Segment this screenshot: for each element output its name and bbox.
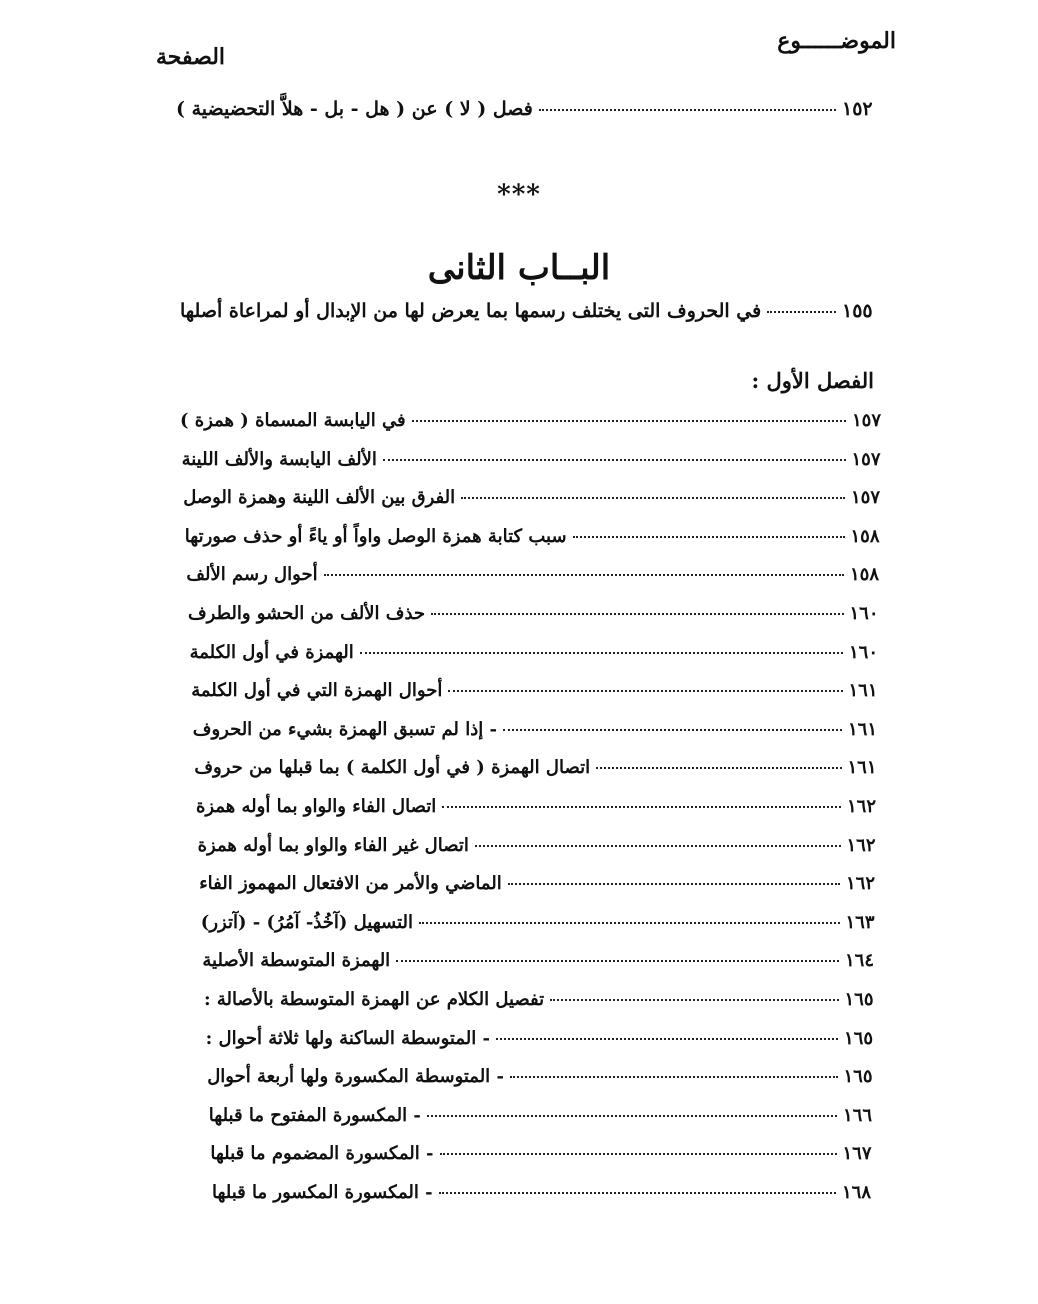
- leader-dots: [396, 960, 839, 962]
- toc-entry-page: ١٦٠: [849, 603, 879, 624]
- leader-dots: [510, 1076, 838, 1078]
- toc-entry: [194, 757, 907, 778]
- topic-column-header: الموضــــــوع: [777, 28, 896, 54]
- leader-dots: [573, 536, 845, 538]
- toc-entry-label: سبب كتابة همزة الوصل واواً أو ياءً أو حذف صورتها: [184, 525, 567, 547]
- toc-entry-label: حذف الألف من الحشو والطرف: [188, 603, 426, 624]
- toc-entry-page: ١٥٨: [850, 564, 880, 586]
- toc-entry: [207, 1066, 903, 1087]
- toc-entry: [198, 835, 907, 856]
- leader-dots: [539, 109, 836, 111]
- part-page: ١٥٥: [842, 300, 873, 322]
- leader-dots: [550, 999, 838, 1001]
- leader-dots: [383, 459, 846, 461]
- leader-dots: [475, 845, 841, 847]
- toc-entry-label: اتصال غير الفاء والواو بما أوله همزة: [197, 834, 469, 856]
- leader-dots: [360, 652, 843, 654]
- toc-entry-page: ١٦٢: [846, 873, 876, 895]
- toc-entry-label: الماضي والأمر من الافتعال المهموز الفاء: [199, 873, 502, 895]
- part-subtitle-entry: [180, 300, 902, 322]
- toc-entry-page: ١٦٨: [842, 1182, 872, 1203]
- toc-entry-label: - المكسورة المفتوح ما قبلها: [208, 1104, 421, 1126]
- toc-entry-page: ١٦٢: [847, 796, 877, 817]
- leader-dots: [461, 497, 845, 499]
- toc-entry: [193, 719, 908, 740]
- toc-entry-label: الهمزة المتوسطة الأصلية: [202, 950, 391, 972]
- leader-dots: [508, 883, 840, 885]
- toc-entry: [202, 950, 905, 971]
- toc-entry-label: في اليابسة المسماة ( همزة ): [180, 410, 406, 431]
- toc-entry-page: ١٦٠: [849, 641, 879, 663]
- toc-entry: [209, 1105, 903, 1126]
- toc-entry: [204, 989, 905, 1010]
- toc-entry-label: فصل ( لا ) عن ( هل - بل - هلاَّ التحضيضية ): [176, 98, 533, 120]
- toc-entry: [191, 680, 908, 701]
- toc-entry: [186, 564, 910, 585]
- toc-entry-label: اتصال الهمزة ( في أول الكلمة ) بما قبلها من حروف: [194, 757, 591, 779]
- toc-entry: [182, 449, 912, 470]
- leader-dots: [412, 420, 846, 422]
- toc-entry-label: - المتوسطة المكسورة ولها أربعة أحوال: [207, 1066, 504, 1088]
- toc-entry: [206, 1028, 904, 1049]
- toc-entry: [183, 487, 911, 508]
- toc-entry: [196, 796, 907, 817]
- toc-entry-page: ١٦١: [847, 757, 877, 779]
- toc-entry-page: ١٥٧: [852, 410, 882, 431]
- toc-entry-label: الفرق بين الألف اللينة وهمزة الوصل: [183, 487, 456, 509]
- toc-entry-page: ١٥٧: [851, 487, 881, 509]
- toc-entry-page: ١٥٢: [842, 98, 873, 120]
- toc-entry-label: الهمزة في أول الكلمة: [189, 641, 354, 663]
- leader-dots: [442, 806, 841, 808]
- toc-entry: [199, 873, 906, 894]
- toc-entry-label: أحوال رسم الألف: [186, 564, 318, 586]
- toc-entry-page: ١٦٣: [845, 911, 875, 933]
- toc-entry-page: ١٦٥: [844, 989, 874, 1010]
- toc-entry-label: - إذا لم تسبق الهمزة بشيء من الحروف: [192, 718, 497, 740]
- leader-dots: [440, 1153, 837, 1155]
- section-separator: ***: [497, 180, 541, 210]
- leader-dots: [431, 613, 843, 615]
- toc-entry-page: ١٥٧: [851, 448, 881, 470]
- toc-entry-page: ١٦١: [848, 680, 878, 702]
- toc-entry-label: - المكسورة المكسور ما قبلها: [212, 1182, 433, 1203]
- toc-entry: [190, 642, 909, 663]
- toc-entry-page: ١٦١: [848, 718, 878, 740]
- leader-dots: [596, 767, 841, 769]
- chapter-heading: الفصل الأول :: [751, 368, 874, 393]
- toc-entry: [180, 410, 912, 431]
- toc-entry-page: ١٥٨: [850, 525, 880, 547]
- leader-dots: [496, 1038, 838, 1040]
- toc-entry-label: تفصيل الكلام عن الهمزة المتوسطة بالأصالة :: [204, 989, 545, 1010]
- toc-entry: [210, 1143, 902, 1164]
- toc-entry-page: ١٦٧: [842, 1143, 872, 1165]
- leader-dots: [419, 922, 840, 924]
- toc-entry-label: - المكسورة المضموم ما قبلها: [210, 1143, 434, 1165]
- leader-dots: [427, 1115, 837, 1117]
- toc-entry-label: التسهيل (آخُذُ- آمُرُ) - (آتزر): [200, 911, 413, 933]
- toc-entry-label: اتصال الفاء والواو بما أوله همزة: [196, 796, 437, 817]
- part-subtitle: في الحروف التى يختلف رسمها بما يعرض لها من الإبدال أو لمراعاة أصلها: [180, 300, 762, 322]
- toc-entry: [176, 98, 902, 120]
- toc-entry-page: ١٦٥: [844, 1027, 874, 1049]
- toc-entry: [188, 603, 910, 624]
- page-column-header: الصفحة: [156, 44, 226, 70]
- leader-dots: [767, 311, 836, 313]
- toc-entry-label: الألف اليابسة والألف اللينة: [181, 448, 377, 470]
- toc-entry: [212, 1182, 902, 1203]
- toc-entry: [185, 526, 911, 547]
- toc-entry: [201, 912, 906, 933]
- leader-dots: [503, 729, 842, 731]
- part-title: البــاب الثانى: [427, 248, 611, 288]
- leader-dots: [448, 690, 842, 692]
- leader-dots: [439, 1192, 836, 1194]
- toc-entry-page: ١٦٥: [843, 1066, 873, 1088]
- toc-entry-page: ١٦٢: [846, 834, 876, 856]
- toc-entry-page: ١٦٤: [845, 950, 875, 972]
- toc-entry-label: أحوال الهمزة التي في أول الكلمة: [191, 680, 443, 702]
- leader-dots: [324, 574, 844, 576]
- toc-entry-label: - المتوسطة الساكنة ولها ثلاثة أحوال :: [205, 1027, 490, 1049]
- toc-entry-page: ١٦٦: [843, 1104, 873, 1126]
